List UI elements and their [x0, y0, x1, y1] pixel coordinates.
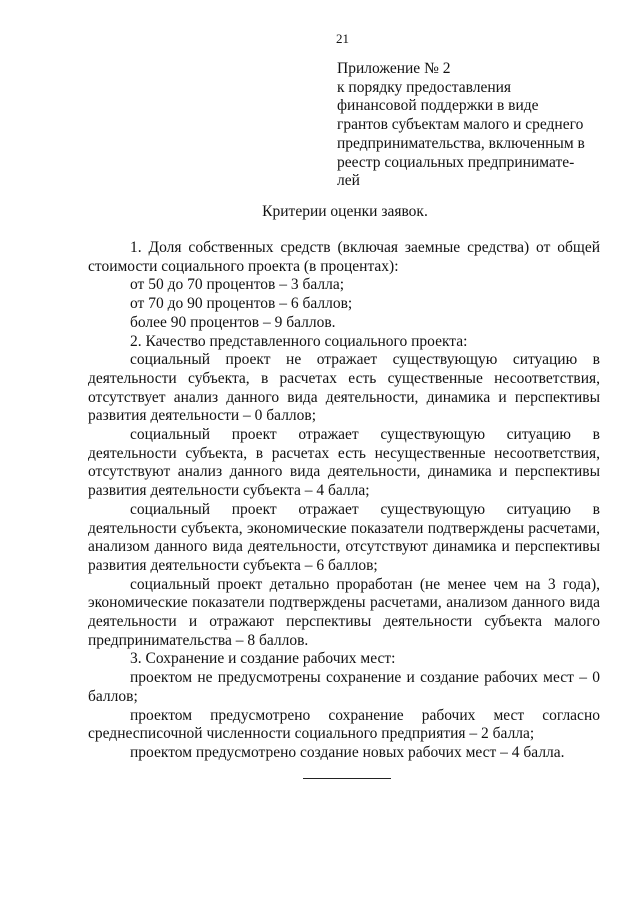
criterion-2-option: социальный проект отражает существующую ситуацию в деятельности субъекта, в расчетах есть несущественные несоответствия, отсутствуют анализ данного вида деятельности, динамика и перспективы развития деятельности субъекта – 4 балла; — [88, 426, 600, 500]
criterion-3-option: проектом предусмотрено сохранение рабочих мест согласно среднесписочной численности социального предприятия – 2 балла; — [88, 706, 600, 743]
document-title: Критерии оценки заявок. — [262, 203, 428, 220]
criterion-2-option: социальный проект отражает существующую ситуацию в деятельности субъекта, экономические показатели подтверждены расчетами, анализом данного вида деятельности, отсутствуют динамика и перспективы развития деятельности субъекта – 6 баллов; — [88, 500, 600, 574]
criterion-1-option: от 50 до 70 процентов – 3 балла; — [130, 276, 345, 294]
appendix-line: к порядку предоставления — [337, 78, 512, 96]
appendix-line: грантов субъектам малого и среднего — [337, 116, 584, 134]
appendix-line: предпринимательства, включенным в — [337, 134, 585, 152]
end-rule — [303, 778, 391, 779]
appendix-line: финансовой поддержки в виде — [337, 97, 539, 115]
criterion-1-option: от 70 до 90 процентов – 6 баллов; — [130, 295, 353, 313]
appendix-line: Приложение № 2 — [337, 60, 451, 77]
criterion-1-option: более 90 процентов – 9 баллов. — [130, 313, 336, 331]
criterion-3-option: проектом не предусмотрены сохранение и создание рабочих мест – 0 баллов; — [88, 669, 600, 705]
appendix-line: лей — [337, 172, 360, 190]
appendix-line: реестр социальных предпринимате- — [337, 153, 575, 171]
appendix-block — [337, 60, 607, 191]
criterion-2-option: социальный проект не отражает существующую ситуацию в деятельности субъекта, в расчетах есть существенные несоответствия, отсутствует анализ данного вида деятельности, динамика и перспективы развития деятельности – 0 баллов; — [88, 351, 600, 425]
page-number: 21 — [336, 31, 349, 46]
criterion-3-heading: 3. Сохранение и создание рабочих мест: — [130, 650, 396, 668]
criterion-2-option: социальный проект детально проработан (не менее чем на 3 года), экономические показатели подтверждены расчетами, анализом данного вида деятельности и отражают перспективы деятельности субъекта малого предпринимательства – 8 баллов. — [88, 575, 600, 649]
criterion-3-option: проектом предусмотрено создание новых рабочих мест – 4 балла. — [130, 743, 565, 761]
criterion-2-heading: 2. Качество представленного социального проекта: — [130, 332, 468, 350]
criteria-body — [88, 239, 600, 763]
criterion-1-heading: 1. Доля собственных средств (включая заемные средства) от общей стоимости социального проекта (в процентах): — [88, 239, 600, 275]
